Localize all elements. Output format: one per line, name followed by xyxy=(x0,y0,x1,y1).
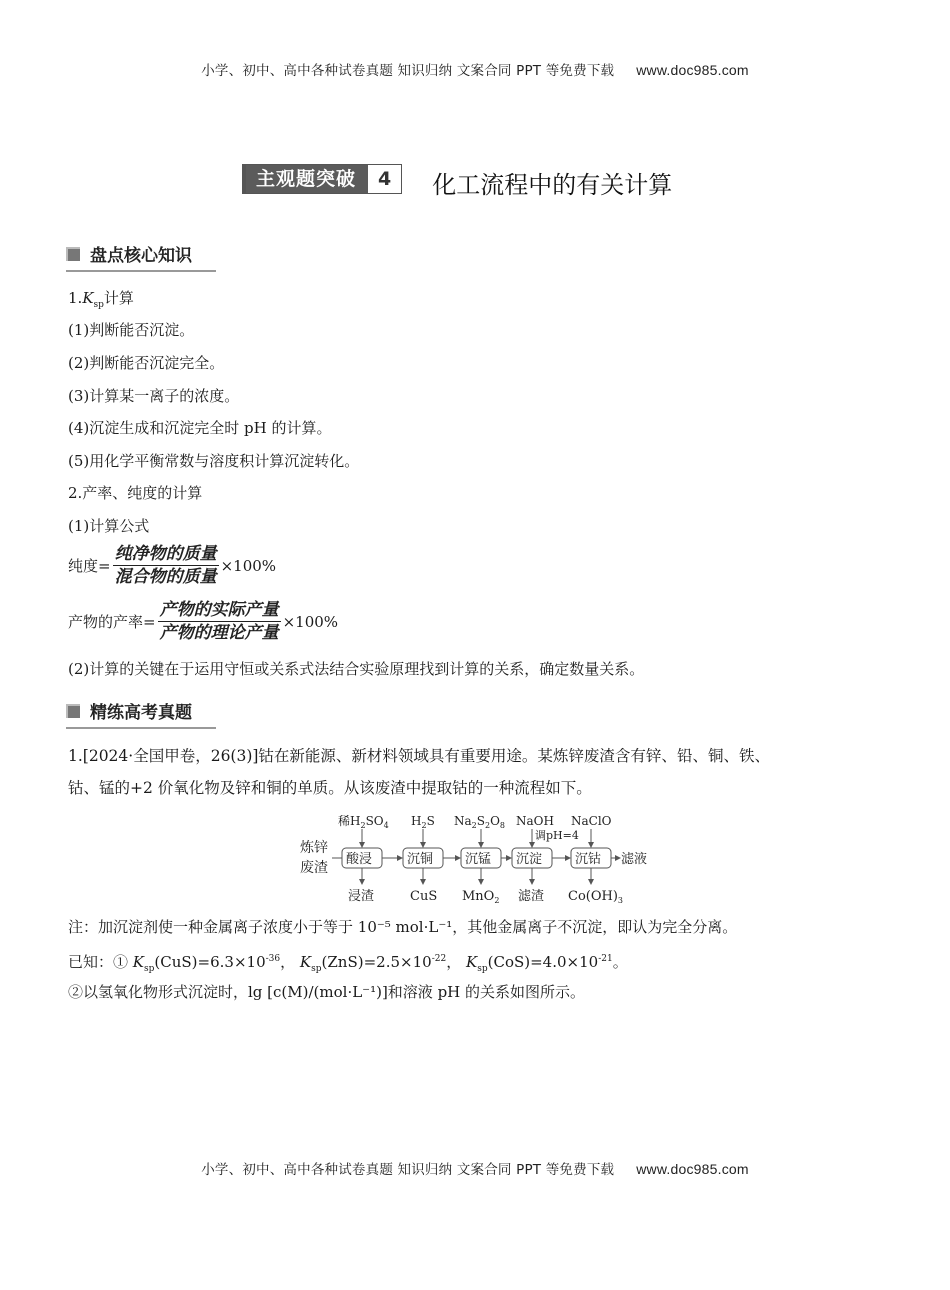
exponent: -21 xyxy=(598,954,613,964)
flow-product: 滤渣 xyxy=(518,889,545,904)
flow-product: $Co(OH)_3$ xyxy=(568,889,624,905)
formula-lhs: 纯度= xyxy=(68,557,111,575)
yield-formula xyxy=(68,599,338,644)
known-prefix: 已知：① xyxy=(68,953,129,971)
section-icon xyxy=(66,704,80,718)
k-subscript: sp xyxy=(477,964,488,974)
svg-text:沉淀: 沉淀 xyxy=(516,852,543,867)
flow-reagent-note: 调pH=4 xyxy=(535,829,579,842)
flow-reagent: NaClO xyxy=(571,814,612,828)
flow-step xyxy=(571,848,611,868)
watermark-url[interactable]: www.doc985.com xyxy=(636,62,749,78)
compound: (CuS) xyxy=(154,953,198,971)
section-heading-exam-practice xyxy=(66,698,216,729)
fraction xyxy=(113,543,219,588)
process-flow-diagram xyxy=(290,810,670,906)
k-symbol: K xyxy=(466,953,478,971)
section-title: 精练高考真题 xyxy=(90,703,192,723)
exponent: -36 xyxy=(265,954,281,964)
page-title: 化工流程中的有关计算 xyxy=(432,171,673,199)
list-item: (1)计算公式 xyxy=(68,517,150,535)
item-label: 计算 xyxy=(103,289,134,307)
question-text: 钴、锰的+2 价氧化物及锌和铜的单质。从该废渣中提取钴的一种流程如下。 xyxy=(68,779,592,797)
flow-source: 废渣 xyxy=(300,860,328,876)
list-item: (2)计算的关键在于运用守恒或关系式法结合实验原理找到计算的关系，确定数量关系。 xyxy=(68,660,645,678)
numerator: 产物的实际产量 xyxy=(159,600,279,620)
separator: ， xyxy=(280,953,296,971)
k-subscript: sp xyxy=(93,300,104,310)
k-subscript: sp xyxy=(144,964,155,974)
formula-rhs: ×100% xyxy=(220,556,277,575)
k-subscript: sp xyxy=(311,964,322,974)
item-ksp-heading xyxy=(68,288,134,315)
flow-reagent: NaOH xyxy=(516,814,554,828)
numerator: 纯净物的质量 xyxy=(114,544,217,564)
denominator: 混合物的质量 xyxy=(114,567,217,587)
watermark-text: 小学、初中、高中各种试卷真题 知识归纳 文案合同 PPT 等免费下载 xyxy=(201,1162,615,1178)
purity-formula xyxy=(68,543,276,588)
ksp-value: =6.3×10 xyxy=(197,953,266,971)
badge-label: 主观题突破 xyxy=(246,165,368,193)
compound: (CoS) xyxy=(487,953,531,971)
section-title: 盘点核心知识 xyxy=(90,246,192,266)
flow-reagent: 稀$H_2SO_4$ xyxy=(338,814,389,830)
list-item: (5)用化学平衡常数与溶度积计算沉淀转化。 xyxy=(68,452,360,470)
flow-product: CuS xyxy=(410,889,438,904)
flow-step xyxy=(461,848,501,868)
header-watermark xyxy=(0,59,950,79)
ksp-value: =2.5×10 xyxy=(363,953,432,971)
denominator: 产物的理论产量 xyxy=(159,623,279,643)
list-item: (2)判断能否沉淀完全。 xyxy=(68,354,225,372)
badge-number: 4 xyxy=(368,165,401,193)
k-symbol: K xyxy=(299,953,312,971)
fraction xyxy=(158,599,281,644)
list-item: (1)判断能否沉淀。 xyxy=(68,321,195,339)
separator: ， xyxy=(446,953,462,971)
watermark-text: 小学、初中、高中各种试卷真题 知识归纳 文案合同 PPT 等免费下载 xyxy=(201,63,615,79)
ksp-value: =4.0×10 xyxy=(530,953,599,971)
svg-text:沉锰: 沉锰 xyxy=(465,852,492,867)
flow-step xyxy=(403,848,443,868)
topic-badge xyxy=(242,164,402,194)
formula-lhs: 产物的产率= xyxy=(68,613,156,631)
flow-output: 滤液 xyxy=(621,852,648,867)
note-text: 注：加沉淀剂使一种金属离子浓度小于等于 10⁻⁵ mol·L⁻¹，其他金属离子不沉淀，即认为完全分离。 xyxy=(68,918,738,936)
svg-text:沉铜: 沉铜 xyxy=(407,852,434,867)
watermark-url[interactable]: www.doc985.com xyxy=(636,1161,749,1177)
known-ksp-values xyxy=(68,949,628,979)
k-symbol: K xyxy=(132,953,145,971)
flow-source: 炼锌 xyxy=(300,840,328,856)
formula-rhs: ×100% xyxy=(282,612,339,631)
list-item: 2.产率、纯度的计算 xyxy=(68,484,203,502)
list-item: (4)沉淀生成和沉淀完全时 pH 的计算。 xyxy=(68,419,332,437)
section-icon xyxy=(66,247,80,261)
section-heading-core-knowledge xyxy=(66,241,216,272)
list-item: (3)计算某一离子的浓度。 xyxy=(68,387,240,405)
compound: (ZnS) xyxy=(321,953,364,971)
question-text: 1.[2024·全国甲卷，26(3)]钴在新能源、新材料领域具有重要用途。某炼锌废渣含有锌、铅、铜、铁、 xyxy=(68,747,770,765)
separator: 。 xyxy=(612,953,628,971)
exponent: -22 xyxy=(431,954,447,964)
flow-step xyxy=(342,848,382,868)
k-symbol: K xyxy=(82,289,94,307)
title-row xyxy=(242,157,672,200)
flow-reagent: $H_2S$ xyxy=(411,814,435,830)
flow-product: MnO$_2$ xyxy=(462,889,500,905)
footer-watermark xyxy=(0,1158,950,1178)
flow-step xyxy=(512,848,552,868)
known-text: ②以氢氧化物形式沉淀时，lg [c(M)/(mol·L⁻¹)]和溶液 pH 的关系如图所示。 xyxy=(68,983,586,1001)
flow-product: 浸渣 xyxy=(348,889,375,904)
item-number: 1. xyxy=(68,289,83,307)
svg-text:酸浸: 酸浸 xyxy=(346,852,373,867)
svg-text:沉钴: 沉钴 xyxy=(575,852,602,867)
flow-reagent: $Na_2S_2O_8$ xyxy=(454,814,506,830)
